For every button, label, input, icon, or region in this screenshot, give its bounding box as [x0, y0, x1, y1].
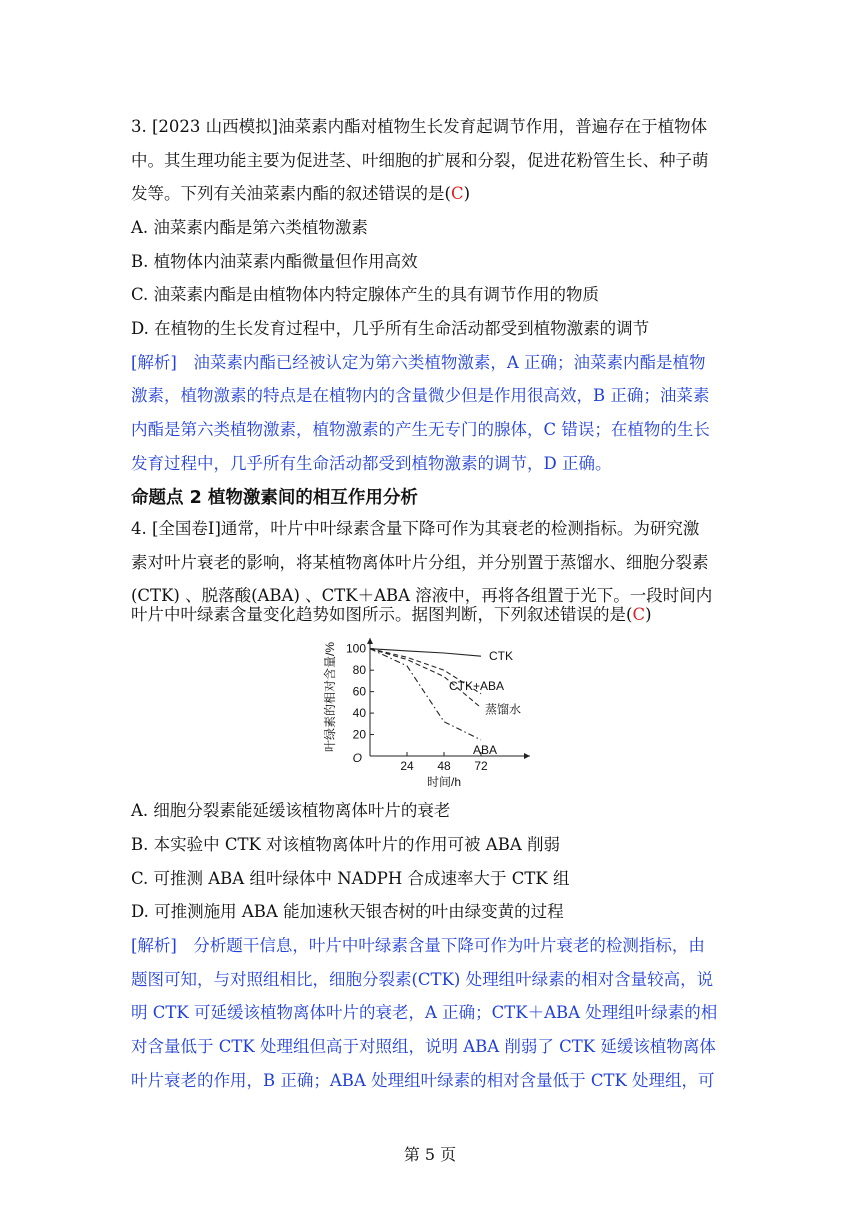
- series-label-1: CTK+ABA: [449, 678, 505, 693]
- q4-analysis-line-3: 明 CTK 可延缓该植物离体叶片的衰老，A 正确；CTK＋ABA 处理组叶绿素的相: [131, 1003, 718, 1022]
- x-tick-label: 72: [474, 759, 488, 773]
- x-axis-label: 时间/h: [426, 775, 462, 789]
- x-tick-label: 48: [437, 759, 451, 773]
- q3-stem-line-2: 中。其生理功能主要为促进茎、叶细胞的扩展和分裂，促进花粉管生长、种子萌: [131, 151, 709, 170]
- q4-stem-text: 叶片中叶绿素含量变化趋势如图所示。据图判断，下列叙述错误的是(: [131, 605, 633, 624]
- q4-stem-line-4: [131, 604, 731, 626]
- q3-option-c: C. 油菜素内酯是由植物体内特定腺体产生的具有调节作用的物质: [131, 285, 600, 304]
- q4-analysis-line-4: 对含量低于 CTK 处理组但高于对照组，说明 ABA 削弱了 CTK 延缓该植物离体: [131, 1037, 716, 1056]
- y-tick-label: 40: [352, 706, 366, 721]
- q3-analysis-line-1: [解析] 油菜素内酯已经被认定为第六类植物激素，A 正确；油菜素内酯是植物: [131, 353, 706, 372]
- x-axis-arrow: [524, 753, 530, 759]
- q4-stem-line-3: (CTK) 、脱落酸(ABA) 、CTK＋ABA 溶液中，再将各组置于光下。一段时间内: [131, 586, 713, 605]
- section-heading: 命题点 2 植物激素间的相互作用分析: [131, 488, 418, 508]
- x-tick-label: 24: [400, 759, 414, 773]
- y-axis-label: 叶绿素的相对含量/%: [323, 641, 337, 753]
- q3-stem-close: ): [463, 184, 470, 203]
- q3-option-a: A. 油菜素内酯是第六类植物激素: [131, 218, 368, 237]
- y-tick-label: 80: [352, 663, 366, 678]
- q4-analysis-line-2: 题图可知，与对照组相比，细胞分裂素(CTK) 处理组叶绿素的相对含量较高，说: [131, 970, 714, 989]
- series-label-2: 蒸馏水: [485, 702, 522, 717]
- q4-stem-line-2: 素对叶片衰老的影响，将某植物离体叶片分组，并分别置于蒸馏水、细胞分裂素: [131, 553, 709, 572]
- series-label-0: CTK: [489, 649, 513, 664]
- q3-option-d: D. 在植物的生长发育过程中，几乎所有生命活动都受到植物激素的调节: [131, 319, 650, 338]
- q3-stem-text: 发等。下列有关油菜素内酯的叙述错误的是(: [131, 184, 451, 203]
- q4-option-a: A. 细胞分裂素能延缓该植物离体叶片的衰老: [131, 801, 451, 820]
- series-label-3: ABA: [473, 742, 498, 757]
- q4-analysis-line-1: [解析] 分析题干信息，叶片中叶绿素含量下降可作为叶片衰老的检测指标，由: [131, 936, 705, 955]
- q3-answer: C: [450, 184, 464, 203]
- page-number: 第 5 页: [403, 1145, 457, 1164]
- origin-label: O: [352, 751, 362, 765]
- q3-stem-line-1: 3. [2023 山西模拟]油菜素内酯对植物生长发育起调节作用，普遍存在于植物体: [131, 117, 708, 136]
- q4-analysis-line-5: 叶片衰老的作用，B 正确；ABA 处理组叶绿素的相对含量低于 CTK 处理组，可: [131, 1071, 715, 1090]
- q4-answer: C: [632, 605, 646, 624]
- q4-stem-line-1: 4. [全国卷Ⅰ]通常，叶片中叶绿素含量下降可作为其衰老的检测指标。为研究激: [131, 519, 700, 538]
- q3-analysis-line-3: 内酯是第六类植物激素，植物激素的产生无专门的腺体，C 错误；在植物的生长: [131, 420, 710, 439]
- y-axis-arrow: [367, 638, 373, 644]
- q4-option-b: B. 本实验中 CTK 对该植物离体叶片的作用可被 ABA 削弱: [131, 835, 561, 854]
- chlorophyll-line-chart: [322, 632, 542, 792]
- q3-analysis-line-2: 激素，植物激素的特点是在植物内的含量微少但是作用很高效，B 正确；油菜素: [131, 386, 710, 405]
- q4-option-d: D. 可推测施用 ABA 能加速秋天银杏树的叶由绿变黄的过程: [131, 902, 564, 921]
- q3-option-b: B. 植物体内油菜素内酯微量但作用高效: [131, 252, 418, 271]
- q3-stem-line-3: [131, 183, 731, 205]
- y-tick-label: 20: [352, 727, 366, 742]
- y-tick-label: 60: [352, 684, 366, 699]
- y-tick-label: 100: [345, 641, 366, 656]
- q4-option-c: C. 可推测 ABA 组叶绿体中 NADPH 合成速率大于 CTK 组: [131, 869, 570, 888]
- q3-analysis-line-4: 发育过程中，几乎所有生命活动都受到植物激素的调节，D 正确。: [131, 454, 612, 473]
- q4-stem-close: ): [645, 605, 652, 624]
